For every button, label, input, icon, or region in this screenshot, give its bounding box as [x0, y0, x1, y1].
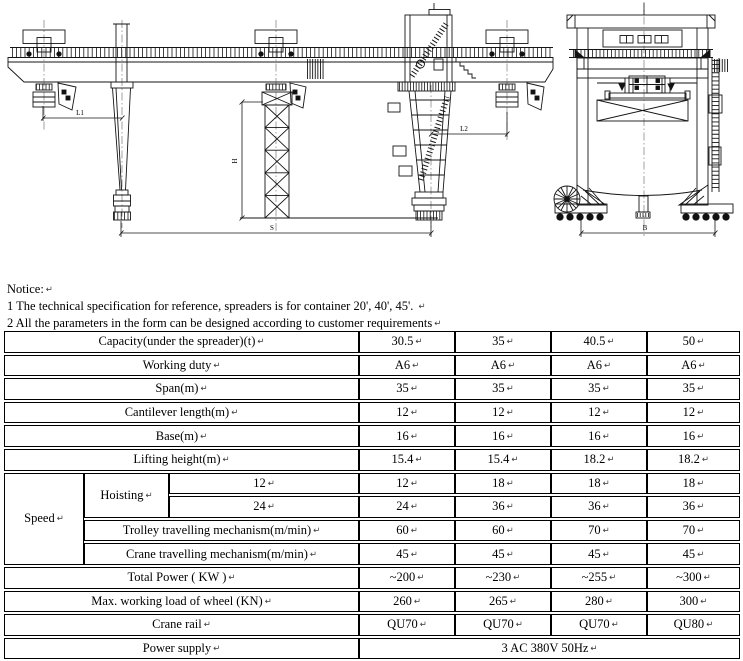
paragraph-mark: ↵ [602, 408, 610, 419]
value-cell [455, 402, 551, 424]
side-elevation-view [8, 3, 553, 237]
notice-title [7, 281, 737, 298]
row-label [4, 614, 359, 636]
paragraph-mark: ↵ [309, 549, 318, 560]
value-cell [455, 449, 551, 471]
machinery-platform [603, 30, 682, 47]
cell-text: 15.4 [487, 452, 510, 467]
cell-text: 36 [588, 499, 601, 514]
paragraph-mark: ↵ [415, 337, 423, 348]
cable-reel [554, 186, 580, 212]
table-row-wheel-load [4, 591, 740, 613]
cell-text: QU70 [387, 617, 418, 632]
cell-text: 45 [492, 546, 505, 561]
paragraph-mark: ↵ [602, 502, 610, 513]
paragraph-mark: ↵ [506, 478, 514, 489]
cell-text: QU70 [579, 617, 610, 632]
paragraph-mark: ↵ [410, 525, 418, 536]
cell-text: 15.4 [391, 452, 414, 467]
value-cell [647, 331, 740, 353]
dimension-l2 [429, 112, 510, 137]
cell-text: 12 [253, 475, 266, 490]
value-cell [647, 543, 740, 565]
speed-group-label [4, 473, 84, 565]
value-cell [359, 591, 455, 613]
value-cell [455, 496, 551, 518]
cell-text: Capacity(under the spreader)(t) [98, 334, 256, 349]
end-walkway [569, 50, 713, 58]
value-cell [551, 355, 647, 377]
paragraph-mark: ↵ [590, 643, 598, 654]
container-spreader [597, 91, 690, 121]
paragraph-mark: ↵ [410, 502, 418, 513]
paragraph-mark: ↵ [605, 596, 613, 607]
value-cell [647, 449, 740, 471]
hoist-frame [597, 76, 697, 93]
paragraph-mark: ↵ [607, 455, 615, 466]
paragraph-mark: ↵ [410, 408, 418, 419]
paragraph-mark: ↵ [264, 596, 272, 607]
value-cell [359, 402, 455, 424]
value-cell [647, 520, 740, 542]
row-label [169, 473, 359, 495]
cell-text: Max. working load of wheel (KN) [91, 593, 263, 608]
paragraph-mark: ↵ [602, 478, 610, 489]
dim-label-s: S [270, 224, 274, 232]
notice-line-1 [7, 298, 737, 315]
cell-text: ~255 [581, 570, 608, 585]
value-cell [551, 378, 647, 400]
lattice-tower [265, 105, 289, 218]
value-cell [359, 331, 455, 353]
table-row-crane-rail [4, 614, 740, 636]
paragraph-mark: ↵ [611, 620, 619, 631]
cell-text: Crane travelling mechanism(m/min) [126, 546, 308, 561]
value-cell [455, 473, 551, 495]
paragraph-mark: ↵ [697, 525, 705, 536]
paragraph-mark: ↵ [703, 573, 711, 584]
table-row-cantilever [4, 402, 740, 424]
value-cell [455, 543, 551, 565]
row-label [4, 425, 359, 447]
paragraph-mark: ↵ [506, 384, 514, 395]
paragraph-mark: ↵ [213, 360, 221, 371]
cell-text: Working duty [142, 357, 212, 372]
dim-label-b: B [642, 224, 648, 232]
paragraph-mark: ↵ [609, 573, 617, 584]
table-row-hoisting-12 [4, 473, 740, 495]
main-girder [8, 58, 553, 83]
row-label [169, 496, 359, 518]
paragraph-mark: ↵ [602, 384, 610, 395]
cell-text: 36 [682, 499, 696, 514]
cell-text: 18.2 [583, 452, 606, 467]
paragraph-mark: ↵ [506, 337, 514, 348]
paragraph-mark: ↵ [697, 431, 705, 442]
cell-text: 16 [682, 428, 696, 443]
end-elevation-view [554, 2, 733, 237]
value-cell [647, 378, 740, 400]
paragraph-mark: ↵ [513, 573, 521, 584]
paragraph-mark: ↵ [700, 596, 708, 607]
cell-text: 35 [492, 381, 505, 396]
value-cell [551, 331, 647, 353]
paragraph-mark: ↵ [697, 478, 705, 489]
side-ladder [709, 58, 729, 192]
cell-text: 18 [588, 475, 601, 490]
spreader-left [33, 83, 76, 110]
cell-text: 45 [396, 546, 409, 561]
paragraph-mark: ↵ [228, 573, 236, 584]
row-label [4, 567, 359, 589]
row-label [4, 638, 359, 660]
cell-text: Span(m) [155, 381, 199, 396]
paragraph-mark: ↵ [410, 431, 418, 442]
table-row-power-supply [4, 638, 740, 660]
cell-text: 265 [489, 593, 508, 608]
paragraph-mark: ↵ [604, 360, 612, 371]
value-cell [359, 473, 455, 495]
paragraph-mark: ↵ [701, 455, 709, 466]
value-cell [359, 449, 455, 471]
paragraph-mark: ↵ [506, 408, 514, 419]
table-row-span [4, 378, 740, 400]
row-label [4, 378, 359, 400]
dimension-b [579, 220, 718, 237]
cell-text: 12 [682, 405, 696, 420]
cell-text: 300 [679, 593, 699, 608]
paragraph-mark: ↵ [410, 549, 418, 560]
paragraph-mark: ↵ [706, 620, 714, 631]
cell-text: 16 [588, 428, 601, 443]
cell-text: Crane rail [152, 617, 202, 632]
cell-text: 12 [396, 405, 409, 420]
cell-text: 18.2 [677, 452, 700, 467]
cell-text: 70 [588, 522, 601, 537]
cell-text: 45 [588, 546, 601, 561]
table-row-crane-travel [4, 543, 740, 565]
paragraph-mark: ↵ [412, 360, 420, 371]
paragraph-mark: ↵ [697, 337, 705, 348]
cell-text: Power supply [142, 640, 212, 655]
value-cell [455, 331, 551, 353]
cell-text: 60 [396, 522, 409, 537]
value-cell [647, 402, 740, 424]
spec-table [4, 329, 740, 661]
cell-text: Cantilever length(m) [124, 405, 230, 420]
machinery-house [405, 3, 476, 82]
spreader-right [496, 83, 544, 110]
paragraph-mark: ↵ [602, 431, 610, 442]
a-frame-leg [388, 82, 455, 220]
table-row-trolley-travel [4, 520, 740, 542]
paragraph-mark: ↵ [602, 549, 610, 560]
value-cell [551, 543, 647, 565]
value-cell [455, 520, 551, 542]
value-cell [551, 496, 647, 518]
cell-text: QU80 [673, 617, 705, 632]
girder-cross-section [577, 58, 708, 78]
table-row-lifting-height [4, 449, 740, 471]
paragraph-mark: ↵ [417, 573, 425, 584]
paragraph-mark: ↵ [267, 502, 275, 513]
paragraph-mark: ↵ [410, 478, 418, 489]
paragraph-mark: ↵ [511, 455, 519, 466]
paragraph-mark: ↵ [56, 514, 64, 525]
value-cell [359, 543, 455, 565]
cell-text: 16 [396, 428, 409, 443]
cell-text: 16 [492, 428, 505, 443]
cell-text: 3 AC 380V 50Hz [501, 640, 589, 655]
cell-text: 35 [588, 381, 601, 396]
value-cell [359, 496, 455, 518]
value-cell-merged [359, 638, 740, 660]
cell-text: ~230 [485, 570, 512, 585]
trolley-right [486, 30, 528, 56]
center-jack [639, 196, 648, 212]
notice-title-text: Notice: [7, 282, 44, 296]
row-label [84, 543, 359, 565]
paragraph-mark: ↵ [213, 643, 221, 654]
cell-text: Total Power ( KW ) [127, 570, 227, 585]
value-cell [455, 567, 551, 589]
paragraph-mark: ↵ [413, 596, 421, 607]
cell-text: 45 [682, 546, 696, 561]
cell-text: Base(m) [155, 428, 199, 443]
paragraph-mark: ↵ [434, 319, 442, 329]
dim-label-l1: L1 [76, 109, 84, 117]
hoisting-group-label [84, 473, 169, 518]
table-row-total-power [4, 567, 740, 589]
trolley-left [23, 30, 65, 56]
paragraph-mark: ↵ [415, 455, 423, 466]
cell-text: 260 [393, 593, 412, 608]
spreader-middle [262, 83, 306, 108]
cell-text: Hoisting [100, 487, 144, 502]
paragraph-mark: ↵ [200, 384, 208, 395]
side-steps [456, 58, 476, 78]
table-row-working-duty [4, 355, 740, 377]
cell-text: A6 [586, 357, 603, 372]
cell-text: 35 [492, 334, 505, 349]
paragraph-mark: ↵ [697, 384, 705, 395]
cell-text: Speed [24, 511, 55, 526]
cell-text: 18 [492, 475, 505, 490]
notice-line-2-text: 2 All the parameters in the form can be designed according to customer requirements [7, 316, 433, 330]
value-cell [359, 614, 455, 636]
paragraph-mark: ↵ [410, 384, 418, 395]
dim-label-l2: L2 [460, 125, 468, 133]
value-cell [551, 425, 647, 447]
cell-text: 18 [682, 475, 696, 490]
cell-text: 280 [585, 593, 604, 608]
value-cell [551, 449, 647, 471]
paragraph-mark: ↵ [222, 455, 230, 466]
dimension-h [240, 100, 264, 221]
cell-text: ~200 [389, 570, 416, 585]
paragraph-mark: ↵ [257, 337, 265, 348]
paragraph-mark: ↵ [509, 596, 517, 607]
crane-technical-drawing [0, 0, 743, 282]
paragraph-mark: ↵ [506, 502, 514, 513]
paragraph-mark: ↵ [697, 502, 705, 513]
value-cell [647, 355, 740, 377]
table-row-capacity [4, 331, 740, 353]
value-cell [647, 614, 740, 636]
value-cell [647, 567, 740, 589]
value-cell [359, 355, 455, 377]
leg-stair [421, 97, 447, 180]
paragraph-mark: ↵ [45, 285, 53, 295]
cell-text: 30.5 [391, 334, 414, 349]
value-cell [455, 378, 551, 400]
cell-text: 50 [682, 334, 696, 349]
paragraph-mark: ↵ [418, 302, 426, 312]
cell-text: QU70 [483, 617, 514, 632]
row-label [4, 591, 359, 613]
trolley-middle [255, 30, 297, 56]
value-cell [647, 591, 740, 613]
value-cell [551, 567, 647, 589]
cell-text: 70 [682, 522, 696, 537]
paragraph-mark: ↵ [697, 549, 705, 560]
value-cell [359, 378, 455, 400]
paragraph-mark: ↵ [508, 360, 516, 371]
paragraph-mark: ↵ [145, 490, 153, 501]
table-row-base [4, 425, 740, 447]
value-cell [359, 567, 455, 589]
value-cell [455, 614, 551, 636]
cell-text: 24 [253, 499, 266, 514]
cell-text: 40.5 [583, 334, 606, 349]
paragraph-mark: ↵ [607, 337, 615, 348]
paragraph-mark: ↵ [203, 620, 211, 631]
value-cell [551, 473, 647, 495]
top-frame-beam [567, 3, 715, 28]
cell-text: 35 [396, 381, 409, 396]
value-cell [551, 520, 647, 542]
value-cell [455, 591, 551, 613]
paragraph-mark: ↵ [419, 620, 427, 631]
value-cell [551, 591, 647, 613]
row-label [4, 331, 359, 353]
paragraph-mark: ↵ [506, 525, 514, 536]
cell-text: A6 [394, 357, 411, 372]
notice-block [7, 281, 737, 332]
value-cell [647, 496, 740, 518]
cell-text: Lifting height(m) [133, 452, 221, 467]
dim-label-h: H [231, 158, 239, 164]
value-cell [455, 425, 551, 447]
paragraph-mark: ↵ [313, 525, 321, 536]
dimension-labels [76, 109, 648, 232]
value-cell [551, 614, 647, 636]
paragraph-mark: ↵ [602, 525, 610, 536]
cell-text: 24 [396, 499, 409, 514]
value-cell [359, 425, 455, 447]
cell-text: 12 [492, 405, 505, 420]
row-label [4, 402, 359, 424]
house-door [434, 59, 443, 70]
value-cell [551, 402, 647, 424]
cell-text: ~300 [676, 570, 702, 585]
value-cell [359, 520, 455, 542]
cell-text: Trolley travelling mechanism(m/min) [122, 522, 312, 537]
paragraph-mark: ↵ [200, 431, 208, 442]
cell-text: 35 [682, 381, 696, 396]
cell-text: 12 [396, 475, 409, 490]
paragraph-mark: ↵ [267, 478, 275, 489]
value-cell [455, 355, 551, 377]
paragraph-mark: ↵ [697, 408, 705, 419]
row-label [84, 520, 359, 542]
paragraph-mark: ↵ [515, 620, 523, 631]
value-cell [647, 473, 740, 495]
cell-text: 12 [588, 405, 601, 420]
row-label [4, 355, 359, 377]
cell-text: A6 [490, 357, 507, 372]
paragraph-mark: ↵ [506, 431, 514, 442]
paragraph-mark: ↵ [698, 360, 706, 371]
wheel-bogie-right [679, 185, 733, 220]
cell-text: 60 [492, 522, 505, 537]
paragraph-mark: ↵ [231, 408, 239, 419]
notice-line-1-text: 1 The technical specification for reference, spreaders is for container 20', 40', 45'. [7, 299, 417, 313]
portal-beam [577, 69, 708, 78]
walkway-railing [10, 48, 553, 58]
paragraph-mark: ↵ [506, 549, 514, 560]
cell-text: 36 [492, 499, 505, 514]
row-label [4, 449, 359, 471]
value-cell [647, 425, 740, 447]
cell-text: A6 [681, 357, 697, 372]
